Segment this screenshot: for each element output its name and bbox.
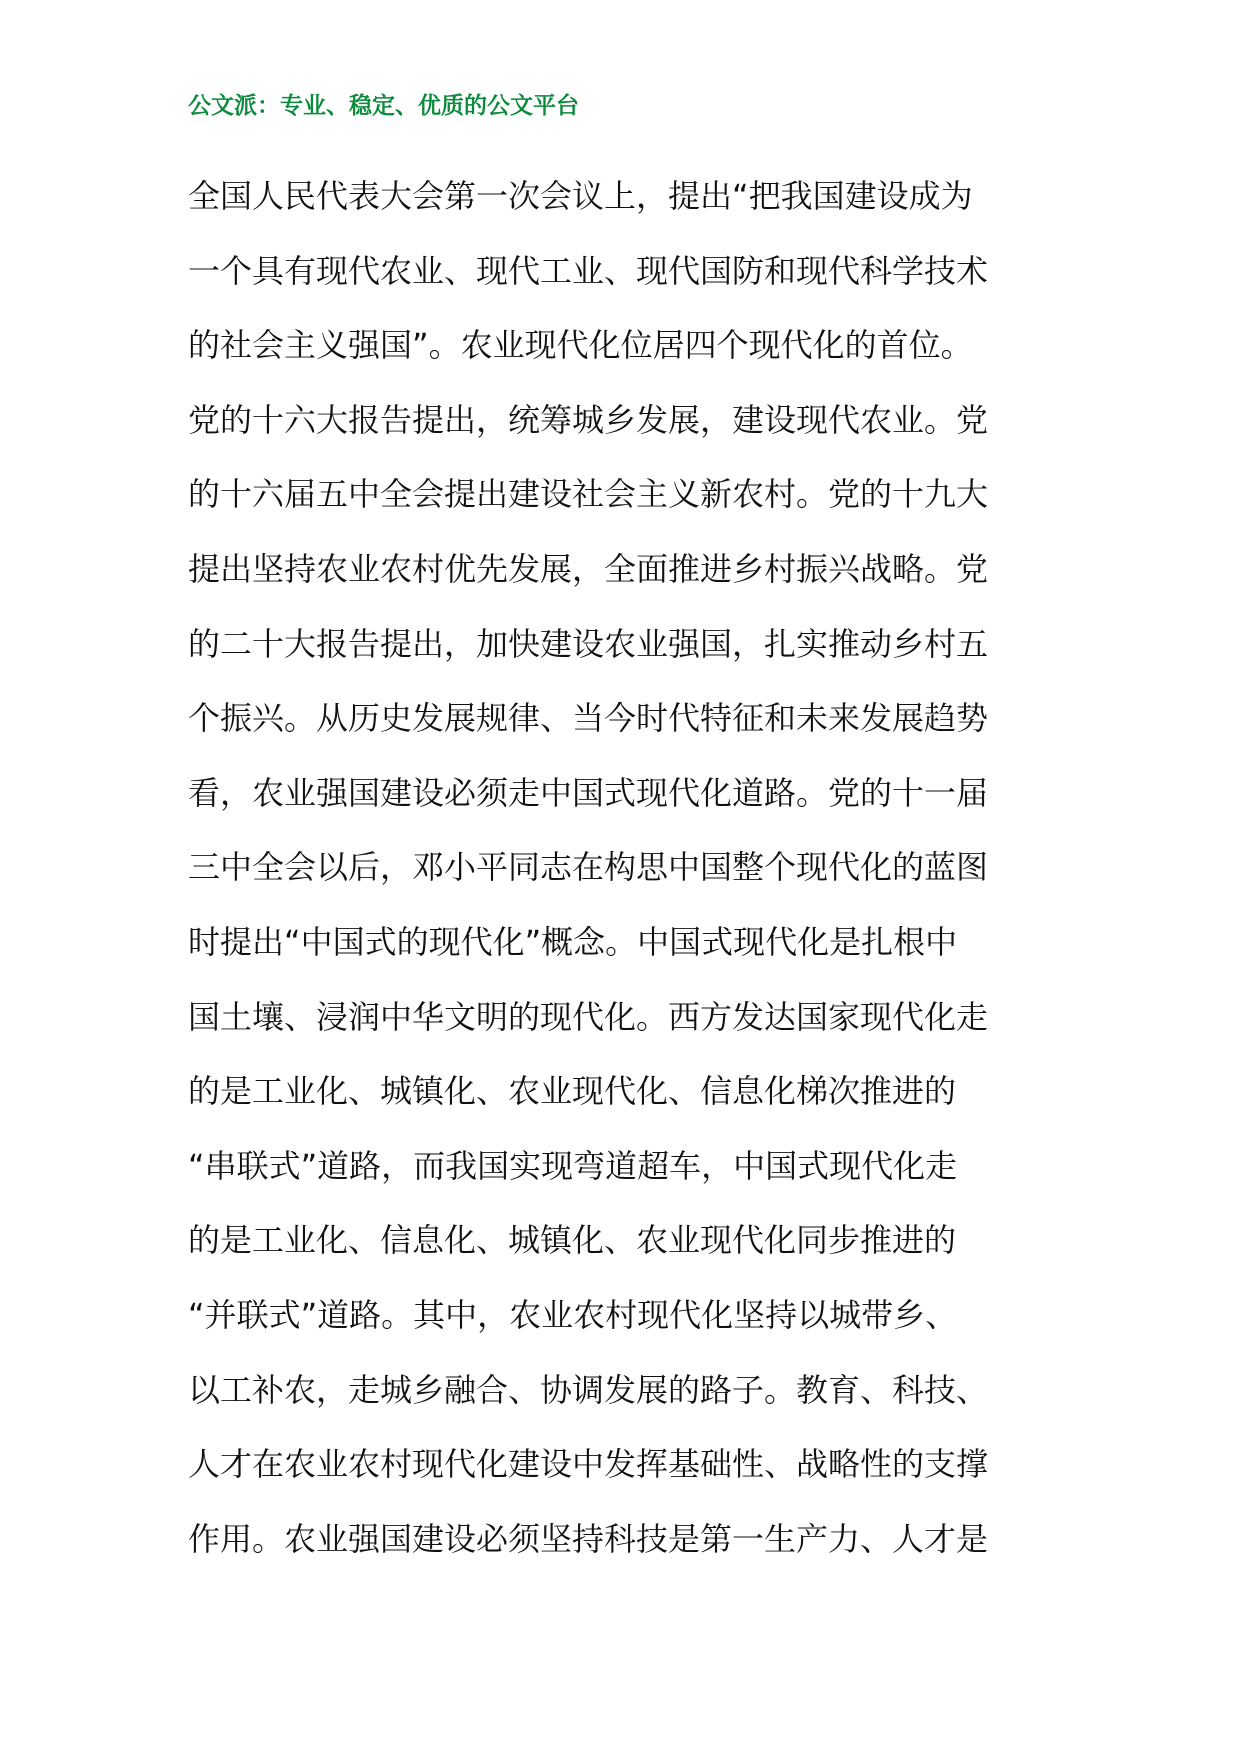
text-line: “串联式”道路，而我国实现弯道超车，中国式现代化走 [188, 1146, 958, 1185]
body-paragraph [188, 168, 1056, 1585]
page-header: 公文派：专业、稳定、优质的公文平台 [188, 93, 579, 119]
text-line: “并联式”道路。其中，农业农村现代化坚持以城带乡、 [188, 1295, 958, 1334]
text-line: 提出坚持农业农村优先发展，全面推进乡村振兴战略。党 [188, 549, 989, 588]
text-line: 以工补农，走城乡融合、协调发展的路子。教育、科技、 [188, 1370, 989, 1409]
text-line: 作用。农业强国建设必须坚持科技是第一生产力、人才是 [188, 1519, 989, 1558]
text-line: 的二十大报告提出，加快建设农业强国，扎实推动乡村五 [188, 624, 989, 663]
text-line: 的社会主义强国”。农业现代化位居四个现代化的首位。 [188, 326, 973, 365]
text-line: 一个具有现代农业、现代工业、现代国防和现代科学技术 [188, 251, 989, 290]
text-line: 党的十六大报告提出，统筹城乡发展，建设现代农业。党 [188, 400, 989, 439]
text-line: 看，农业强国建设必须走中国式现代化道路。党的十一届 [188, 773, 989, 812]
text-line: 的是工业化、信息化、城镇化、农业现代化同步推进的 [188, 1221, 957, 1260]
text-line: 三中全会以后，邓小平同志在构思中国整个现代化的蓝图 [188, 848, 989, 887]
text-line: 人才在农业农村现代化建设中发挥基础性、战略性的支撑 [188, 1445, 989, 1484]
text-line: 全国人民代表大会第一次会议上，提出“把我国建设成为 [188, 177, 973, 215]
text-line: 时提出“中国式的现代化”概念。中国式现代化是扎根中 [188, 922, 958, 961]
text-line: 个振兴。从历史发展规律、当今时代特征和未来发展趋势 [188, 699, 989, 738]
text-line: 的是工业化、城镇化、农业现代化、信息化梯次推进的 [188, 1072, 957, 1111]
text-line: 的十六届五中全会提出建设社会主义新农村。党的十九大 [188, 475, 989, 514]
text-line: 国土壤、浸润中华文明的现代化。西方发达国家现代化走 [188, 997, 989, 1036]
